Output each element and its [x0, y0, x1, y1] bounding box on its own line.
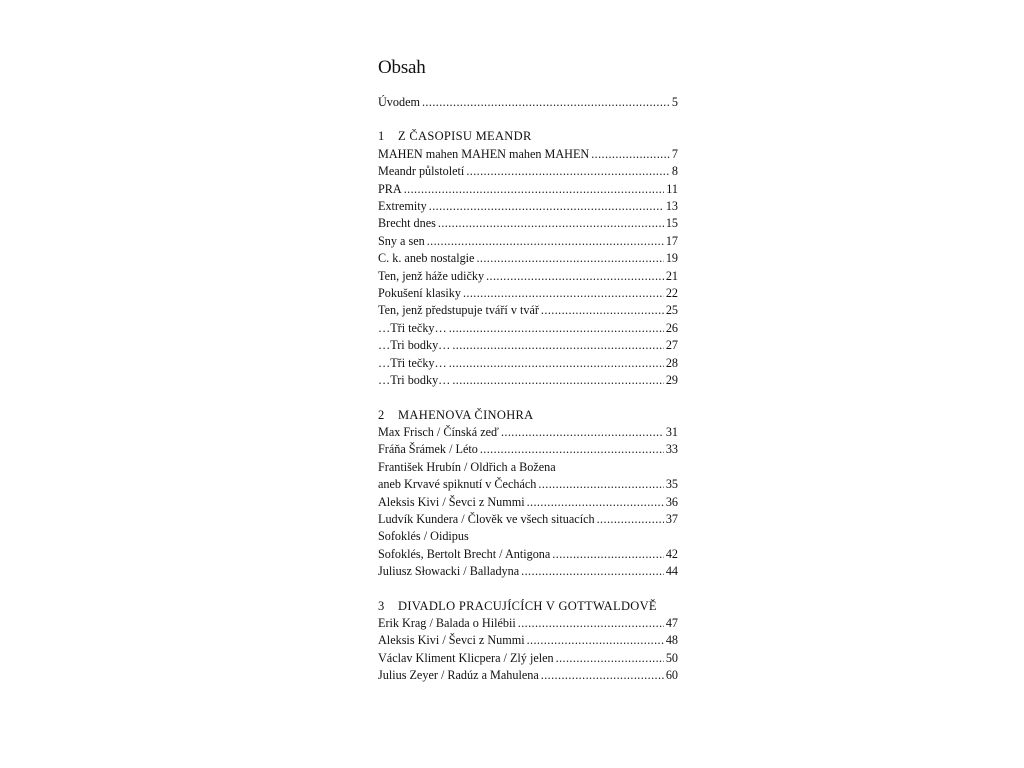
- toc-entry-title: …Tři tečky…: [378, 355, 447, 370]
- page-title: Obsah: [378, 57, 426, 78]
- toc-entry: [378, 511, 678, 528]
- toc-entry: [378, 233, 678, 250]
- toc-entry: [378, 441, 678, 458]
- toc-entry-page: 15: [665, 216, 678, 231]
- toc-entry-title: Erik Krag / Balada o Hilébii: [378, 615, 516, 630]
- toc-entry-title: Julius Zeyer / Radúz a Mahulena: [378, 668, 539, 683]
- toc-entry-title: Extremity: [378, 199, 427, 214]
- toc-entry-title: Aleksis Kivi / Ševci z Nummi: [378, 494, 525, 509]
- toc-entry-page: 29: [665, 373, 678, 388]
- toc-entry-title: Václav Kliment Klicpera / Zlý jelen: [378, 650, 554, 665]
- toc-entry: [378, 372, 678, 389]
- toc-entry: [378, 250, 678, 267]
- section-number: 2: [378, 407, 385, 422]
- toc-entry-title: PRA: [378, 181, 402, 196]
- toc-entry: [378, 667, 678, 684]
- toc-entry-title: Ten, jenž háže udičky: [378, 268, 485, 283]
- toc-entry: [378, 424, 678, 441]
- toc-entry-title: C. k. aneb nostalgie: [378, 251, 475, 266]
- toc-entry-title: Pokušení klasiky: [378, 286, 461, 301]
- dot-leader: [527, 494, 664, 511]
- toc-entry-page: 8: [671, 164, 678, 179]
- dot-leader: [449, 355, 664, 372]
- toc-entry: [378, 355, 678, 372]
- toc-entry-page: 26: [665, 320, 678, 335]
- section-number: 1: [378, 129, 385, 144]
- toc-entry-page: 47: [665, 615, 678, 630]
- toc-entry: [378, 650, 678, 667]
- dot-leader: [404, 181, 665, 198]
- toc-entry-page: 48: [665, 633, 678, 648]
- section-heading: [378, 128, 678, 145]
- toc-entry-title: Meandr půlstoletí: [378, 164, 465, 179]
- toc-entry-title: Sofoklés, Bertolt Brecht / Antigona: [378, 546, 551, 561]
- section-heading: [378, 407, 678, 424]
- toc-entry-page: 22: [665, 286, 678, 301]
- toc-entry: [378, 285, 678, 302]
- toc-entry: [378, 163, 678, 180]
- toc-entry-page: 36: [665, 494, 678, 509]
- dot-leader: [427, 233, 664, 250]
- toc-entry: [378, 320, 678, 337]
- section-title: DIVADLO PRACUJÍCÍCH V GOTTWALDOVĚ: [398, 598, 657, 613]
- dot-leader: [541, 667, 664, 684]
- toc-entry-title: …Tri bodky…: [378, 338, 451, 353]
- dot-leader: [452, 372, 663, 389]
- toc-entry-title: Aleksis Kivi / Ševci z Nummi: [378, 633, 525, 648]
- dot-leader: [552, 546, 664, 563]
- toc-entry-page: 37: [665, 511, 678, 526]
- toc-entry: [378, 494, 678, 511]
- toc-entry-page: 17: [665, 233, 678, 248]
- dot-leader: [541, 302, 664, 319]
- toc-entry-page: 31: [665, 424, 678, 439]
- toc-entry-title: Brecht dnes: [378, 216, 436, 231]
- dot-leader: [449, 320, 664, 337]
- toc-entry-page: 11: [666, 181, 678, 196]
- dot-leader: [438, 215, 664, 232]
- section-number: 3: [378, 598, 385, 613]
- toc-entry-title: …Tri bodky…: [378, 373, 451, 388]
- toc-entry-page: 25: [665, 303, 678, 318]
- toc-entry-page: 27: [665, 338, 678, 353]
- dot-leader: [476, 250, 663, 267]
- dot-leader: [463, 285, 664, 302]
- toc-entry: [378, 546, 678, 563]
- toc-entry: [378, 615, 678, 632]
- section-title: Z ČASOPISU MEANDR: [398, 129, 532, 144]
- toc-entry-page: 28: [665, 355, 678, 370]
- toc-entry: [378, 215, 678, 232]
- toc-entry-title: MAHEN mahen MAHEN mahen MAHEN: [378, 146, 590, 161]
- toc-entry-title: Fráňa Šrámek / Léto: [378, 442, 478, 457]
- toc-entry-page: 50: [665, 650, 678, 665]
- toc-entry-title-line: František Hrubín / Oldřich a Božena: [378, 459, 556, 474]
- dot-leader: [556, 650, 664, 667]
- toc-entry-page: 21: [665, 268, 678, 283]
- toc-entry-page: 5: [671, 95, 678, 109]
- toc-entry: [378, 476, 678, 493]
- toc-entry-page: 44: [665, 564, 678, 579]
- dot-leader: [480, 441, 664, 458]
- dot-leader: [518, 615, 664, 632]
- toc-entry-title: Max Frisch / Čínská zeď: [378, 424, 499, 439]
- toc-section-1: [378, 128, 678, 389]
- dot-leader: [429, 198, 664, 215]
- dot-leader: [538, 476, 663, 493]
- section-title: MAHENOVA ČINOHRA: [398, 407, 534, 422]
- toc-entry: [378, 181, 678, 198]
- dot-leader: [466, 163, 670, 180]
- toc-entry-page: 33: [665, 442, 678, 457]
- toc-page: [378, 56, 678, 685]
- toc-entry-title: Úvodem: [378, 95, 420, 109]
- toc-entry: [378, 337, 678, 354]
- toc-entry-title: Sny a sen: [378, 233, 425, 248]
- toc-entry: [378, 302, 678, 319]
- toc-entry-page: 7: [671, 146, 678, 161]
- toc-entry: [378, 146, 678, 163]
- toc-entry-title: …Tři tečky…: [378, 320, 447, 335]
- dot-leader: [527, 632, 664, 649]
- toc-entry-page: 13: [665, 199, 678, 214]
- toc-entry-page: 60: [665, 668, 678, 683]
- dot-leader: [422, 94, 670, 111]
- toc-entry-title: aneb Krvavé spiknutí v Čechách: [378, 477, 537, 492]
- dot-leader: [521, 563, 664, 580]
- toc-entry: [378, 563, 678, 580]
- toc-entry-title: Ten, jenž předstupuje tváří v tvář: [378, 303, 539, 318]
- toc-entry-page: 42: [665, 546, 678, 561]
- toc-entry-intro: [378, 94, 678, 111]
- toc-entry: [378, 268, 678, 285]
- toc-section-3: [378, 598, 678, 685]
- toc-entry-page: 35: [665, 477, 678, 492]
- toc-entry-title-line: Sofoklés / Oidipus: [378, 529, 469, 544]
- toc-section-2: [378, 407, 678, 581]
- toc-entry: [378, 632, 678, 649]
- dot-leader: [501, 424, 664, 441]
- dot-leader: [591, 146, 670, 163]
- dot-leader: [452, 337, 663, 354]
- toc-entry-title: Ludvík Kundera / Člověk ve všech situacích: [378, 511, 595, 526]
- section-heading: [378, 598, 678, 615]
- toc-entry: [378, 198, 678, 215]
- toc-entry-title: Juliusz Słowacki / Balladyna: [378, 564, 520, 579]
- toc-entry-page: 19: [665, 251, 678, 266]
- dot-leader: [486, 268, 664, 285]
- dot-leader: [597, 511, 664, 528]
